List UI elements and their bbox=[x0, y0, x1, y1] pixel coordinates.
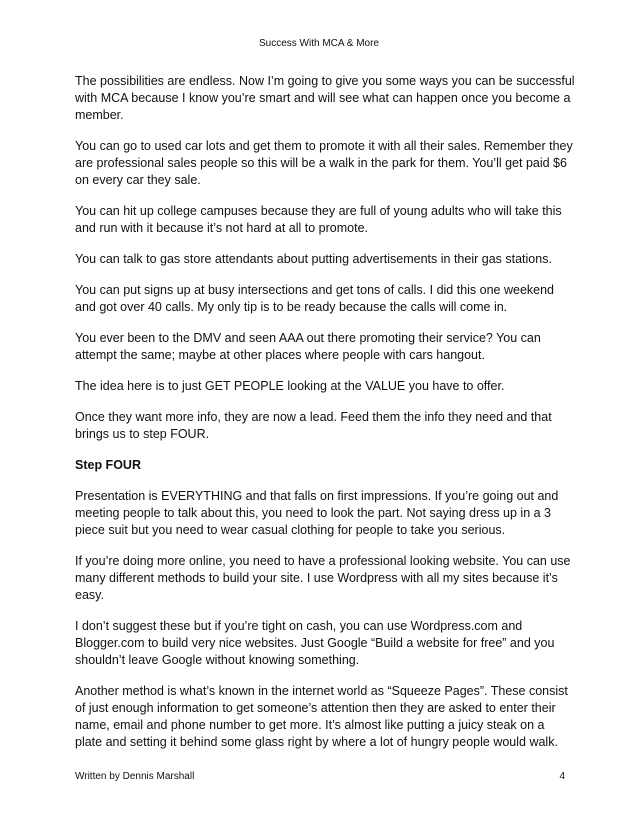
paragraph: Once they want more info, they are now a lead. Feed them the info they need and that brings us to step FOUR. bbox=[75, 410, 552, 441]
paragraph: Presentation is EVERYTHING and that falls on first impressions. If you’re going out and meeting people to talk about this, you need to look the part. Not saying dress up in a 3 piece suit but you need to wear casual clothing for people to take you serious. bbox=[75, 489, 559, 537]
page-number: 4 bbox=[559, 771, 565, 782]
paragraph: You can hit up college campuses because they are full of young adults who will take this and run with it because it’s not hard at all to promote. bbox=[75, 204, 562, 235]
section-heading: Step FOUR bbox=[75, 458, 141, 472]
paragraph: The possibilities are endless. Now I’m going to give you some ways you can be successful with MCA because I know you’re smart and will see what can happen once you become a member. bbox=[75, 74, 575, 122]
paragraph: If you’re doing more online, you need to have a professional looking website. You can use many different methods to build your site. I use Wordpress with all my sites because it’s easy. bbox=[75, 554, 571, 602]
paragraph: The idea here is to just GET PEOPLE looking at the VALUE you have to offer. bbox=[75, 379, 505, 393]
paragraph: You ever been to the DMV and seen AAA out there promoting their service? You can attempt the same; maybe at other places where people with cars hangout. bbox=[75, 331, 541, 362]
paragraph: You can go to used car lots and get them to promote it with all their sales. Remember they are professional sales people so this will be a walk in the park for them. You’ll get paid $6 on every car they sale. bbox=[75, 139, 573, 187]
footer-author: Written by Dennis Marshall bbox=[75, 771, 195, 782]
paragraph: I don’t suggest these but if you’re tight on cash, you can use Wordpress.com and Blogger.com to build very nice websites. Just Google “Build a website for free” and you shouldn’t leave Google without knowing something. bbox=[75, 619, 555, 667]
running-header: Success With MCA & More bbox=[258, 38, 380, 49]
paragraph: You can talk to gas store attendants about putting advertisements in their gas stations. bbox=[75, 252, 552, 266]
paragraph: You can put signs up at busy intersections and get tons of calls. I did this one weekend and got over 40 calls. My only tip is to be ready because the calls will come in. bbox=[75, 283, 555, 314]
paragraph: Another method is what’s known in the internet world as “Squeeze Pages”. These consist of just enough information to get someone’s attention then they are asked to enter their name, email and phone number to get more. It’s almost like putting a juicy steak on a plate and setting it behind some glass right by where a lot of hungry people would walk. bbox=[75, 684, 568, 749]
page-body bbox=[75, 73, 575, 765]
